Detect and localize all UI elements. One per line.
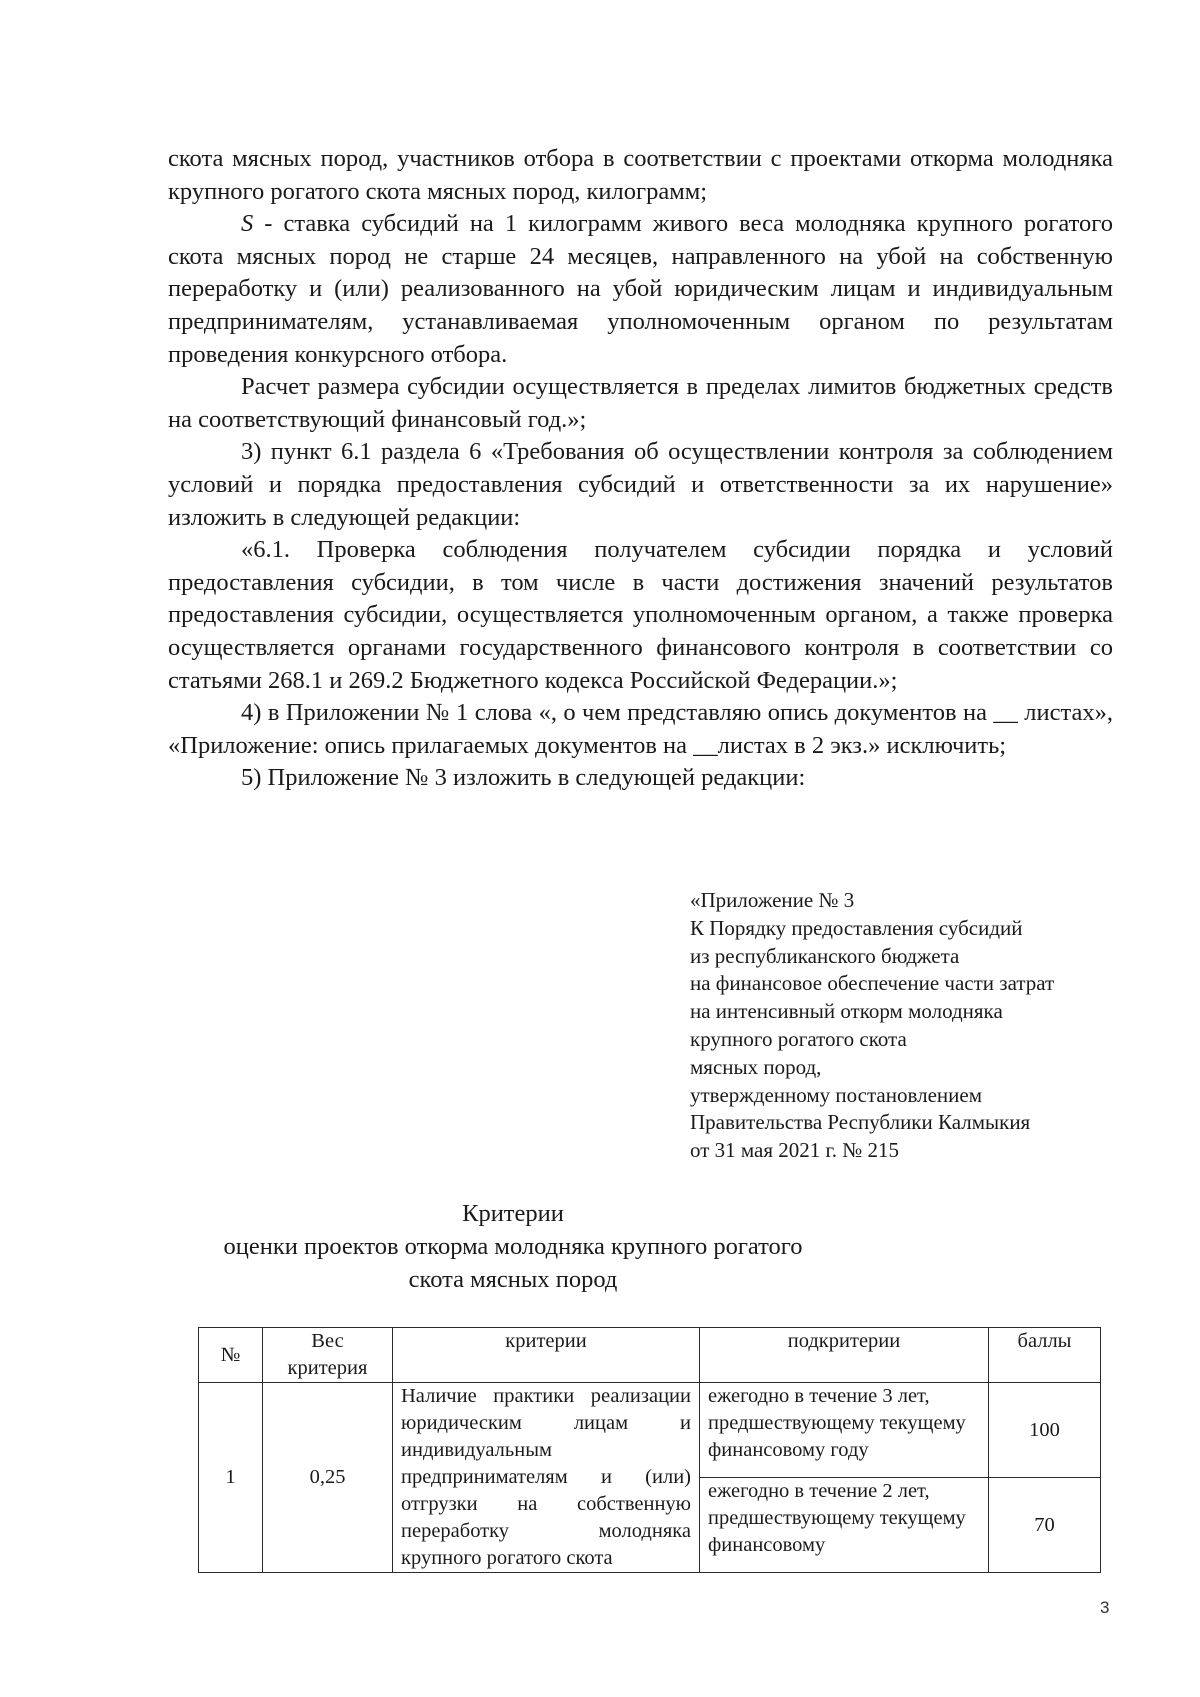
row-subcriteria-1: ежегодно в течение 3 лет, предшествующему текущему финансовому году — [700, 1383, 989, 1478]
criteria-title-line-3: скота мясных пород — [408, 1266, 618, 1293]
symbol-s: S — [241, 210, 254, 238]
header-weight: Вес критерия — [263, 1328, 393, 1383]
header-criteria: критерии — [393, 1328, 700, 1383]
appendix-line: крупного рогатого скота — [690, 1026, 907, 1051]
appendix-line: от 31 мая 2021 г. № 215 — [690, 1138, 900, 1163]
row-points-1: 100 — [989, 1383, 1101, 1478]
row-criteria: Наличие практики реализации юридическим лицам и индивидуальным предпринимателям и (или) отгрузки на собственную переработку молодняка крупного рогатого скота — [393, 1383, 700, 1573]
body-text — [168, 143, 1113, 795]
row-subcriteria-2: ежегодно в течение 2 лет, предшествующему текущему финансовому — [700, 1478, 989, 1573]
criteria-title-line-1: Критерии — [462, 1200, 564, 1227]
paragraph-3: Расчет размера субсидии осуществляется в пределах лимитов бюджетных средств на соответствующий финансовый год.»; — [168, 373, 1113, 433]
header-points: баллы — [989, 1328, 1101, 1383]
appendix-header — [690, 887, 1120, 1165]
table-row — [199, 1383, 1101, 1478]
appendix-line: на интенсивный откорм молодняка — [690, 999, 1003, 1024]
paragraph-1: скота мясных пород, участников отбора в соответствии с проектами откорма молодняка крупного рогатого скота мясных пород, килограмм; — [168, 145, 1113, 205]
paragraph-6: 4) в Приложении № 1 слова «, о чем представляю опись документов на __ листах», «Приложение: опись прилагаемых документов на __листах в 2 экз.» исключить; — [168, 699, 1113, 759]
criteria-table — [198, 1327, 1101, 1573]
paragraph-2-text: - ставка субсидий на 1 килограмм живого веса молодняка крупного рогатого скота мясных пород не старше 24 месяцев, направленного на убой на собственную переработку и (или) реализованного на убой юридическим лицам и индивидуальным предпринимателям, устанавливаемая уполномоченным органом по результатам проведения конкурсного отбора. — [168, 210, 1113, 368]
paragraph-2 — [168, 208, 1113, 371]
appendix-line: К Порядку предоставления субсидий — [690, 915, 1023, 940]
row-weight: 0,25 — [263, 1383, 393, 1573]
appendix-line: утвержденному постановлением — [690, 1082, 983, 1107]
appendix-line: мясных пород, — [690, 1054, 822, 1079]
paragraph-5: «6.1. Проверка соблюдения получателем субсидии порядка и условий предоставления субсидии, в том числе в части достижения значений результатов предоставления субсидии, осуществляется уполномоченным органом, а также проверка осуществляется органами государственного финансового контроля в соответствии со статьями 268.1 и 269.2 Бюджетного кодекса Российской Федерации.»; — [168, 536, 1113, 694]
row-points-2: 70 — [989, 1478, 1101, 1573]
paragraph-7: 5) Приложение № 3 изложить в следующей редакции: — [241, 764, 806, 792]
appendix-line: на финансовое обеспечение части затрат — [690, 971, 1055, 996]
header-num: № — [199, 1328, 263, 1383]
header-subcriteria: подкритерии — [700, 1328, 989, 1383]
paragraph-4: 3) пункт 6.1 раздела 6 «Требования об осуществлении контроля за соблюдением условий и порядка предоставления субсидий и ответственности за их нарушение» изложить в следующей редакции: — [168, 438, 1113, 531]
row-num: 1 — [199, 1383, 263, 1573]
appendix-line: из республиканского бюджета — [690, 943, 960, 968]
table-header-row — [199, 1328, 1101, 1383]
criteria-title-line-2: оценки проектов откорма молодняка крупного рогатого — [223, 1233, 803, 1260]
page-number: 3 — [1100, 1598, 1110, 1617]
criteria-title — [168, 1197, 1188, 1296]
appendix-line: Правительства Республики Калмыкия — [690, 1110, 1031, 1135]
appendix-line: «Приложение № 3 — [690, 888, 855, 912]
